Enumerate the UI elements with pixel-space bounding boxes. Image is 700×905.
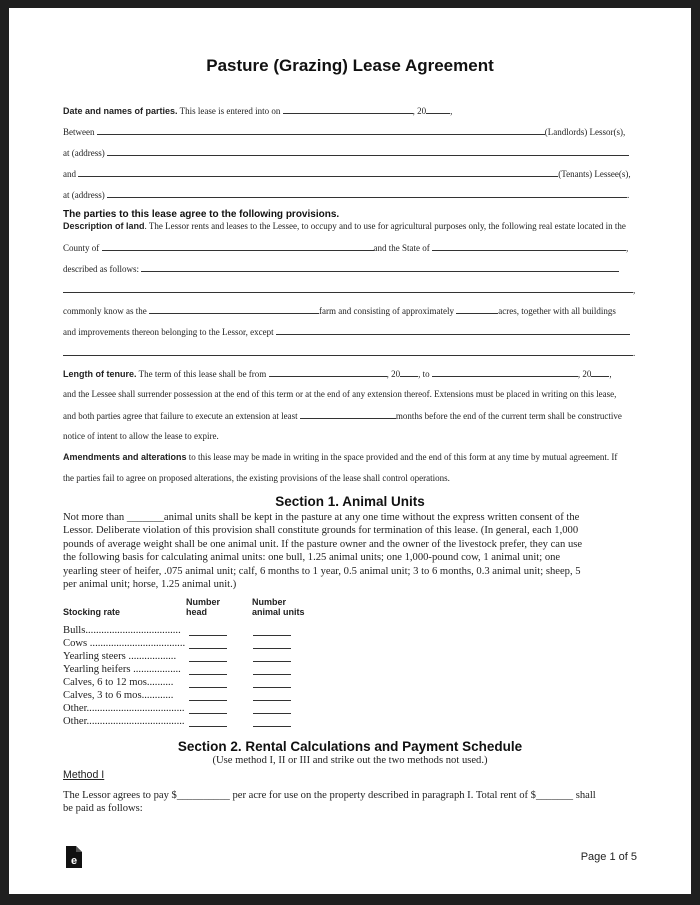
lessee-address-line: at (address) . bbox=[63, 190, 630, 200]
table-row-cows: Cows .................................... bbox=[63, 638, 186, 649]
section-2-title: Section 2. Rental Calculations and Payment Schedule bbox=[177, 739, 523, 754]
acres-blank[interactable] bbox=[456, 305, 498, 314]
and-label: and bbox=[63, 169, 76, 179]
tenure-end-year-blank[interactable] bbox=[591, 368, 609, 377]
bulls-units-blank[interactable] bbox=[253, 625, 291, 636]
amendments-heading: Amendments and alterations bbox=[63, 452, 187, 462]
lessor-line bbox=[63, 126, 625, 138]
parties-line: Date and names of parties. This lease is entered into on , 20 , bbox=[63, 106, 453, 116]
col-units-line-1: Number bbox=[252, 597, 287, 607]
tenure-line-3 bbox=[63, 410, 622, 422]
section-1-line-6: per animal unit; horse, 1.25 animal unit.) bbox=[63, 579, 237, 591]
table-row-other-2: Other..................................... bbox=[63, 716, 185, 727]
land-heading: Description of land bbox=[63, 221, 145, 231]
svg-text:e: e bbox=[70, 855, 78, 867]
state-blank[interactable] bbox=[432, 242, 626, 251]
bulls-head-blank[interactable] bbox=[189, 625, 227, 636]
section-1-line-4: the following basis for calculating animal units: one bull, 1.25 animal units; one 1,000-pound cow, 1 animal unit; one bbox=[63, 552, 561, 564]
lessor-address-blank[interactable] bbox=[107, 147, 629, 156]
section-1-line-5: yearling steer of heifer, .075 animal unit; calf, 6 months to 1 year, 0.5 animal unit; 3 to 6 months, 0.3 animal unit; sheep, 5 bbox=[63, 565, 581, 577]
table-row-bulls: Bulls.................................... bbox=[63, 625, 181, 636]
section-1-title: Section 1. Animal Units bbox=[275, 494, 425, 509]
section-2-paragraph bbox=[63, 789, 653, 816]
provisions-heading: The parties to this lease agree to the following provisions. bbox=[63, 209, 340, 220]
farm-label: farm and consisting of approximately bbox=[319, 306, 454, 316]
steers-units-blank[interactable] bbox=[253, 651, 291, 662]
improvements-line bbox=[63, 326, 630, 338]
col-head-line-1: Number bbox=[186, 597, 221, 607]
table-row-calves-6-12: Calves, 6 to 12 mos.......... bbox=[63, 677, 174, 688]
col-head-line-2: head bbox=[186, 607, 208, 617]
tenure-start-year: , 20 bbox=[386, 369, 401, 379]
county-line: County of and the State of , bbox=[63, 243, 629, 253]
lessor-name-blank[interactable] bbox=[97, 126, 545, 135]
lessee-suffix: (Tenants) Lessee(s), bbox=[558, 169, 631, 179]
heifers-head-blank[interactable] bbox=[189, 664, 227, 675]
other-1-head-blank[interactable] bbox=[189, 703, 227, 714]
extension-months-blank[interactable] bbox=[300, 410, 396, 419]
section-1-paragraph bbox=[63, 511, 638, 591]
improvements-label: and improvements thereon belonging to the Lessor, except bbox=[63, 327, 274, 337]
amendments-text: to this lease may be made in writing in the space provided and the end of this form at any time by mutual agreement. If bbox=[188, 452, 618, 462]
tenure-end-blank[interactable] bbox=[432, 368, 578, 377]
section-2-line-1: The Lessor agrees to pay $__________ per acre for use on the property described in paragraph I. Total rent of $_______ shall bbox=[63, 790, 596, 801]
page-number: Page 1 of 5 bbox=[580, 851, 637, 863]
col-units-line-2: animal units bbox=[252, 607, 305, 617]
table-row-yearling-heifers: Yearling heifers .................. bbox=[63, 664, 181, 675]
acres-label: acres, together with all buildings bbox=[498, 306, 616, 316]
tenure-heading: Length of tenure. bbox=[63, 369, 137, 379]
calves-6-12-head-blank[interactable] bbox=[189, 677, 227, 688]
other-2-units-blank[interactable] bbox=[253, 716, 291, 727]
description-blank-2[interactable] bbox=[63, 284, 633, 293]
description-line-2: , bbox=[63, 284, 635, 296]
tenure-start-year-blank[interactable] bbox=[400, 368, 418, 377]
col-stocking-rate: Stocking rate bbox=[63, 607, 121, 617]
parties-text: This lease is entered into on bbox=[179, 106, 281, 116]
state-label: and the State of bbox=[373, 243, 430, 253]
section-2-line-2: be paid as follows: bbox=[63, 803, 143, 815]
method-1-label: Method I bbox=[63, 769, 105, 781]
except-blank-2[interactable] bbox=[63, 347, 633, 356]
section-1-line-3: pounds of average weight shall be one animal unit. If the pasture owner and the owner of the livestock prefer, they can use bbox=[63, 538, 583, 550]
table-row-other-1: Other..................................... bbox=[63, 703, 185, 714]
known-line bbox=[63, 305, 616, 317]
calves-6-12-units-blank[interactable] bbox=[253, 677, 291, 688]
land-text: . The Lessor rents and leases to the Lessee, to occupy and to use for agricultural purposes only, the following real estate located in the bbox=[144, 221, 626, 231]
steers-head-blank[interactable] bbox=[189, 651, 227, 662]
address-label-2: at (address) bbox=[63, 190, 105, 200]
col-number-head bbox=[186, 597, 220, 617]
parties-heading: Date and names of parties. bbox=[63, 106, 178, 116]
tenure-line: Length of tenure. The term of this lease shall be from , 20 , to , 20 , bbox=[63, 369, 612, 379]
lessee-address-blank[interactable] bbox=[107, 189, 627, 198]
tenure-start-blank[interactable] bbox=[269, 368, 387, 377]
cows-units-blank[interactable] bbox=[253, 638, 291, 649]
document-title: Pasture (Grazing) Lease Agreement bbox=[206, 56, 494, 75]
cows-head-blank[interactable] bbox=[189, 638, 227, 649]
year-blank[interactable] bbox=[426, 105, 450, 114]
lessee-line bbox=[63, 168, 631, 180]
farm-name-blank[interactable] bbox=[149, 305, 319, 314]
lessor-suffix: (Landlords) Lessor(s), bbox=[544, 127, 626, 137]
except-blank-1[interactable] bbox=[276, 326, 630, 335]
calves-3-6-units-blank[interactable] bbox=[253, 690, 291, 701]
other-2-head-blank[interactable] bbox=[189, 716, 227, 727]
tenure-line-3a: and both parties agree that failure to execute an extension at least bbox=[63, 411, 298, 421]
eforms-logo-icon bbox=[65, 845, 83, 874]
tenure-line-3b: months before the end of the current term shall be constructive bbox=[395, 411, 622, 421]
date-blank[interactable] bbox=[283, 105, 413, 114]
section-2-subtitle: (Use method I, II or III and strike out the two methods not used.) bbox=[212, 755, 488, 766]
amendments-line bbox=[63, 452, 617, 463]
tenure-line-2: and the Lessee shall surrender possession at the end of this term or at the end of any extension thereof. Extensions must be placed in writing on this lease, bbox=[63, 389, 617, 399]
county-label: County of bbox=[63, 243, 100, 253]
address-label: at (address) bbox=[63, 148, 105, 158]
land-line bbox=[63, 221, 626, 232]
heifers-units-blank[interactable] bbox=[253, 664, 291, 675]
tenure-line-4: notice of intent to allow the lease to expire. bbox=[63, 431, 219, 441]
lessee-name-blank[interactable] bbox=[78, 168, 558, 177]
calves-3-6-head-blank[interactable] bbox=[189, 690, 227, 701]
amendments-line-2: the parties fail to agree on proposed alterations, the existing provisions of the lease shall control operations. bbox=[63, 473, 450, 483]
description-blank-1[interactable] bbox=[141, 263, 619, 272]
section-1-line-1: Not more than _______animal units shall be kept in the pasture at any one time without the express written consent of the bbox=[63, 512, 580, 523]
other-1-units-blank[interactable] bbox=[253, 703, 291, 714]
table-row-yearling-steers: Yearling steers .................. bbox=[63, 651, 177, 662]
parties-year: , 20 bbox=[412, 106, 427, 116]
table-row-calves-3-6: Calves, 3 to 6 mos............ bbox=[63, 690, 174, 701]
tenure-to-label: , to bbox=[418, 369, 430, 379]
section-1-line-2: Lessor. Deliberate violation of this provision shall constitute grounds for termination of this lease. (In general, each 1,000 bbox=[63, 525, 579, 537]
county-blank[interactable] bbox=[102, 242, 374, 251]
tenure-end-year: , 20 bbox=[577, 369, 592, 379]
known-label: commonly know as the bbox=[63, 306, 147, 316]
tenure-text: The term of this lease shall be from bbox=[138, 369, 267, 379]
described-line bbox=[63, 263, 619, 275]
col-number-units bbox=[252, 597, 305, 617]
lessor-address-line bbox=[63, 147, 629, 159]
document-page bbox=[9, 8, 691, 894]
between-label: Between bbox=[63, 127, 95, 137]
described-label: described as follows: bbox=[63, 264, 139, 274]
except-line-2: . bbox=[63, 347, 635, 359]
